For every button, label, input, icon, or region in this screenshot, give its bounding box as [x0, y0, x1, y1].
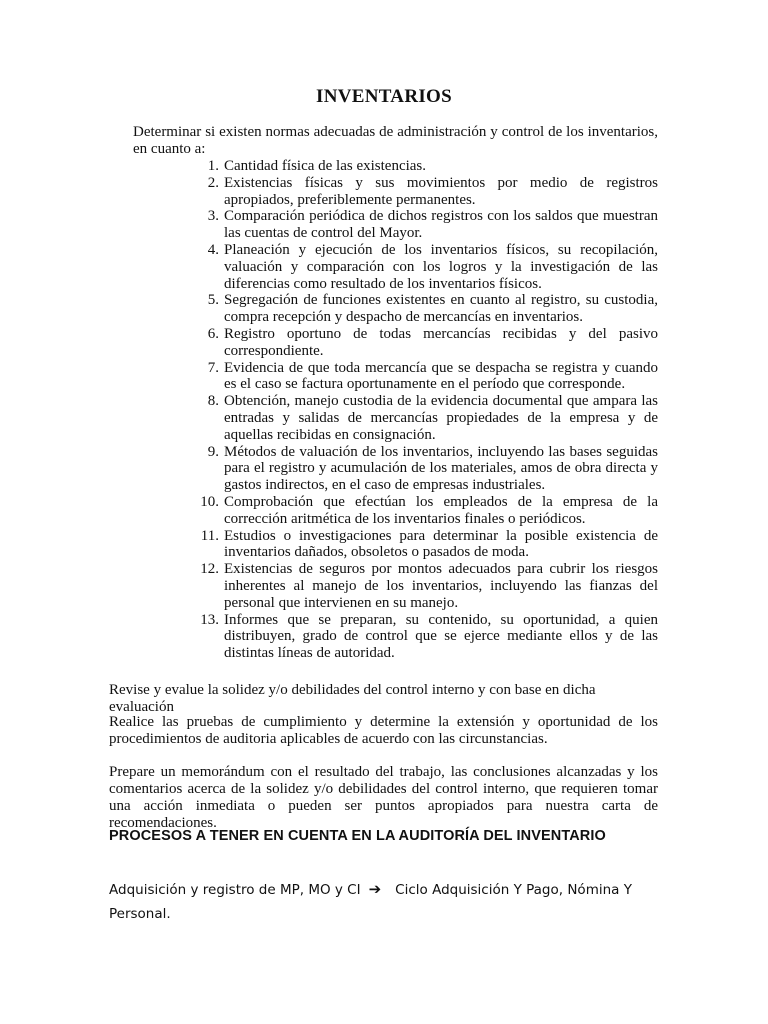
right-arrow-icon: ➔: [368, 880, 382, 898]
list-item-number: 4.: [207, 241, 219, 258]
list-item: [197, 393, 658, 443]
list-item-number: 8.: [207, 393, 219, 410]
list-item: [197, 561, 658, 611]
list-item: [197, 292, 658, 326]
list-item-text: Métodos de valuación de los inventarios, incluyendo las bases seguidas para el registro y acumulación de los materiales, amos de obra directa y gastos indirectos, en el caso de empresas industriales.: [224, 443, 658, 494]
process-flow-continuation: Personal.: [109, 906, 171, 922]
paragraph-evaluate: Revise y evalue la solidez y/o debilidades del control interno y con base en dicha evaluación: [109, 682, 596, 715]
list-item: [197, 444, 658, 494]
list-item-number: 11.: [200, 527, 219, 544]
list-item-text: Segregación de funciones existentes en cuanto al registro, su custodia, compra recepción y despacho de mercancías en inventarios.: [224, 292, 658, 326]
page-title: INVENTARIOS: [316, 86, 452, 107]
list-item: [197, 360, 658, 394]
list-item-number: 2.: [207, 174, 219, 191]
list-item-text: Registro oportuno de todas mercancías recibidas y del pasivo correspondiente.: [224, 325, 658, 359]
list-item-number: 7.: [207, 359, 219, 376]
list-item: [197, 208, 658, 242]
requirements-list: [197, 158, 658, 662]
list-item-number: 1.: [207, 158, 219, 174]
list-item-text: Existencias físicas y sus movimientos por medio de registros apropiados, preferiblemente permanentes.: [224, 174, 658, 208]
list-item-number: 9.: [207, 443, 219, 460]
section-heading: PROCESOS A TENER EN CUENTA EN LA AUDITORÍA DEL INVENTARIO: [109, 828, 606, 844]
list-item-number: 5.: [207, 292, 219, 309]
list-item: [197, 612, 658, 662]
list-item-text: Cantidad física de las existencias.: [224, 158, 427, 174]
intro-text: Determinar si existen normas adecuadas de administración y control de los inventarios, en cuanto a:: [133, 124, 658, 157]
list-item-number: 3.: [207, 208, 219, 225]
list-item-text: Estudios o investigaciones para determinar la posible existencia de inventarios dañados, obsoletos o pasados de moda.: [224, 527, 658, 561]
list-item: [197, 158, 658, 175]
list-item-text: Comparación periódica de dichos registros con los saldos que muestran las cuentas de control del Mayor.: [224, 208, 658, 242]
process-flow-line: [109, 880, 632, 898]
list-item: [197, 326, 658, 360]
process-source: Adquisición y registro de MP, MO y CI: [109, 882, 361, 898]
list-item-text: Informes que se preparan, su contenido, su oportunidad, a quien distribuyen, grado de control que se ejerce mediante ellos y de las distintas líneas de autoridad.: [224, 611, 658, 662]
list-item-text: Existencias de seguros por montos adecuados para cubrir los riesgos inherentes al manejo de los inventarios, incluyendo las fianzas del personal que intervienen en su manejo.: [224, 561, 658, 611]
list-item-text: Planeación y ejecución de los inventarios físicos, su recopilación, valuación y comparación con los logros y la investigación de las diferencias como resultado de los inventarios físicos.: [224, 241, 658, 292]
list-item-number: 6.: [207, 325, 219, 342]
list-item: [197, 494, 658, 528]
list-item: [197, 528, 658, 562]
list-item: [197, 175, 658, 209]
paragraph-memorandum: Prepare un memorándum con el resultado del trabajo, las conclusiones alcanzadas y los comentarios acerca de la solidez y/o debilidades del control interno, que requieren tomar una acción inmediata o pueden ser puntos apropiados para nuestra carta de recomendaciones.: [109, 764, 658, 831]
list-item-text: Obtención, manejo custodia de la evidencia documental que ampara las entradas y salidas de mercancías propiedades de la empresa y de aquellas recibidas en consignación.: [224, 393, 658, 443]
paragraph-compliance-tests: Realice las pruebas de cumplimiento y determine la extensión y oportunidad de los procedimientos de auditoria aplicables de acuerdo con las circunstancias.: [109, 714, 658, 747]
list-item: [197, 242, 658, 292]
list-item-number: 12.: [200, 561, 219, 578]
process-target: Ciclo Adquisición Y Pago, Nómina Y: [395, 882, 632, 898]
list-item-number: 10.: [200, 493, 219, 510]
list-item-number: 13.: [200, 611, 219, 628]
list-item-text: Evidencia de que toda mercancía que se despacha se registra y cuando es el caso se factura oportunamente en el período que corresponde.: [224, 359, 658, 393]
list-item-text: Comprobación que efectúan los empleados de la empresa de la corrección aritmética de los inventarios finales o periódicos.: [224, 493, 658, 527]
